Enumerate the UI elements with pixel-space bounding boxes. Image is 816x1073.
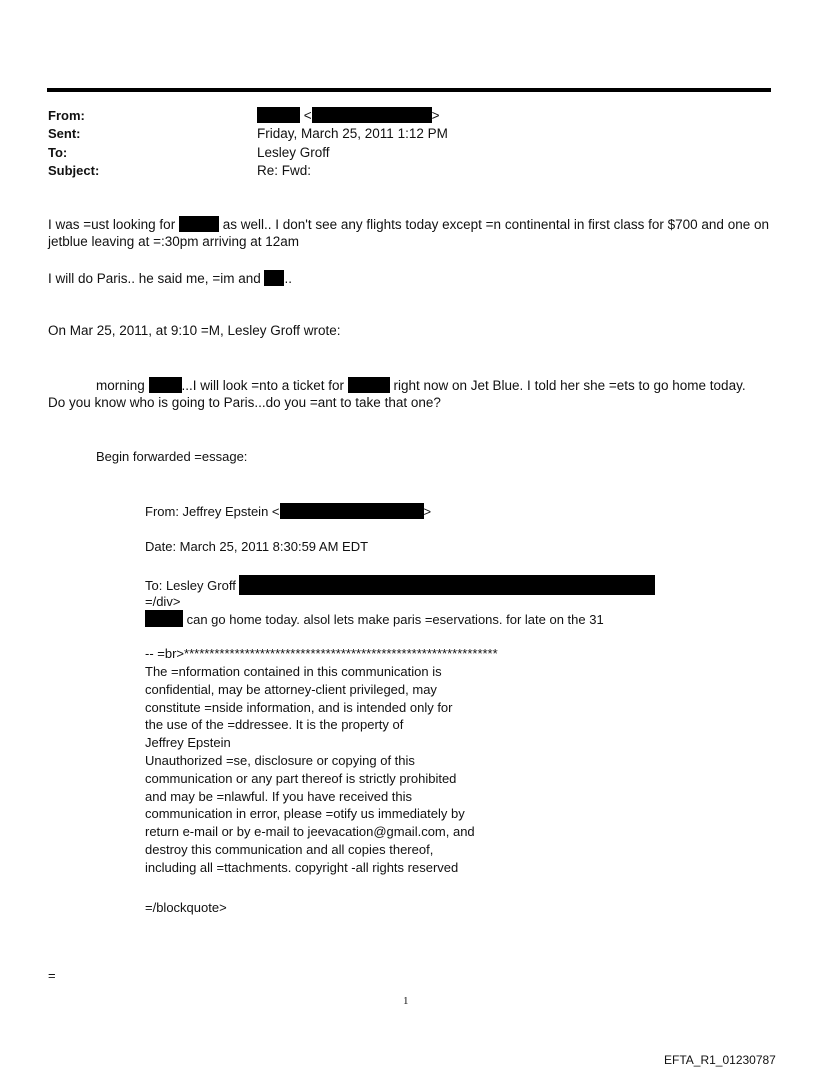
quote-line-2: Do you know who is going to Paris...do you =ant to take that one? xyxy=(48,395,441,410)
redaction-block xyxy=(145,610,183,627)
reply-line-1 xyxy=(48,216,769,233)
div-close-tag: =/div> xyxy=(145,594,181,609)
redaction-block xyxy=(239,575,655,595)
redaction-block xyxy=(348,377,390,393)
trailing-equals: = xyxy=(48,968,56,983)
from-lt: < xyxy=(303,108,312,123)
disclaimer-line: Jeffrey Epstein xyxy=(145,735,231,751)
forwarded-date: Date: March 25, 2011 8:30:59 AM EDT xyxy=(145,539,369,554)
reply-line-2: jetblue leaving at =:30pm arriving at 12am xyxy=(48,234,300,249)
forwarded-to-text: To: Lesley Groff xyxy=(145,578,240,593)
redaction-block xyxy=(149,377,182,393)
redaction-block xyxy=(280,503,424,519)
quote-text: right now on Jet Blue. I told her she =ets to go home today. xyxy=(389,378,746,393)
forwarded-to xyxy=(145,575,655,595)
forwarded-message-text: can go home today. alsol lets make paris =eservations. for late on the 31 xyxy=(183,612,604,627)
quote-line-1 xyxy=(96,377,746,394)
reply-text: .. xyxy=(284,271,292,286)
to-value: Lesley Groff xyxy=(257,145,330,160)
disclaimer-line: The =nformation contained in this communication is xyxy=(145,664,442,679)
header-rule xyxy=(47,88,771,92)
disclaimer-line: Unauthorized =se, disclosure or copying of this xyxy=(145,752,415,768)
forwarded-message xyxy=(145,610,604,628)
disclaimer-line: the use of the =ddressee. It is the property of xyxy=(145,717,404,733)
quote-text: ...I will look =nto a ticket for xyxy=(181,378,348,393)
from-value xyxy=(257,107,440,125)
redaction-block xyxy=(312,107,432,123)
blockquote-close-tag: =/blockquote> xyxy=(145,900,227,915)
disclaimer-line: communication or any part thereof is strictly prohibited xyxy=(145,770,457,786)
redaction-block xyxy=(264,270,284,286)
redaction-block xyxy=(179,216,219,232)
quote-attribution: On Mar 25, 2011, at 9:10 =M, Lesley Groff wrote: xyxy=(48,323,341,338)
from-label: From: xyxy=(48,108,85,123)
forwarded-from-text: From: Jeffrey Epstein < xyxy=(145,504,280,519)
sent-value: Friday, March 25, 2011 1:12 PM xyxy=(257,126,448,141)
to-label: To: xyxy=(48,145,68,160)
disclaimer-line: destroy this communication and all copies thereof, xyxy=(145,841,434,857)
document-id: EFTA_R1_01230787 xyxy=(664,1053,776,1067)
redaction-block xyxy=(257,107,300,123)
sent-label: Sent: xyxy=(48,126,81,141)
signature-separator: -- =br>************************************************************** xyxy=(145,646,498,661)
subject-value: Re: Fwd: xyxy=(257,163,312,178)
reply-text: as well.. I don't see any flights today except =n continental in first class for $700 and one on xyxy=(218,217,769,232)
from-gt: > xyxy=(431,108,440,123)
reply-text: I will do Paris.. he said me, =im and xyxy=(48,271,265,286)
confidentiality-disclaimer xyxy=(145,663,475,877)
disclaimer-line: and may be =nlawful. If you have received this xyxy=(145,788,413,804)
forwarded-from-text: > xyxy=(423,504,432,519)
reply-line-3 xyxy=(48,270,292,287)
reply-text: I was =ust looking for xyxy=(48,217,179,232)
disclaimer-line: constitute =nside information, and is intended only for xyxy=(145,699,453,715)
disclaimer-line: return e-mail or by e-mail to jeevacation@gmail.com, and xyxy=(145,824,475,840)
forwarded-intro: Begin forwarded =essage: xyxy=(96,449,248,464)
subject-label: Subject: xyxy=(48,163,100,178)
disclaimer-line: communication in error, please =otify us immediately by xyxy=(145,806,465,822)
quote-text: morning xyxy=(96,378,149,393)
disclaimer-line: including all =ttachments. copyright -all rights reserved xyxy=(145,859,459,875)
page-number: 1 xyxy=(403,995,409,1007)
disclaimer-line: confidential, may be attorney-client privileged, may xyxy=(145,681,437,697)
forwarded-from xyxy=(145,503,431,520)
